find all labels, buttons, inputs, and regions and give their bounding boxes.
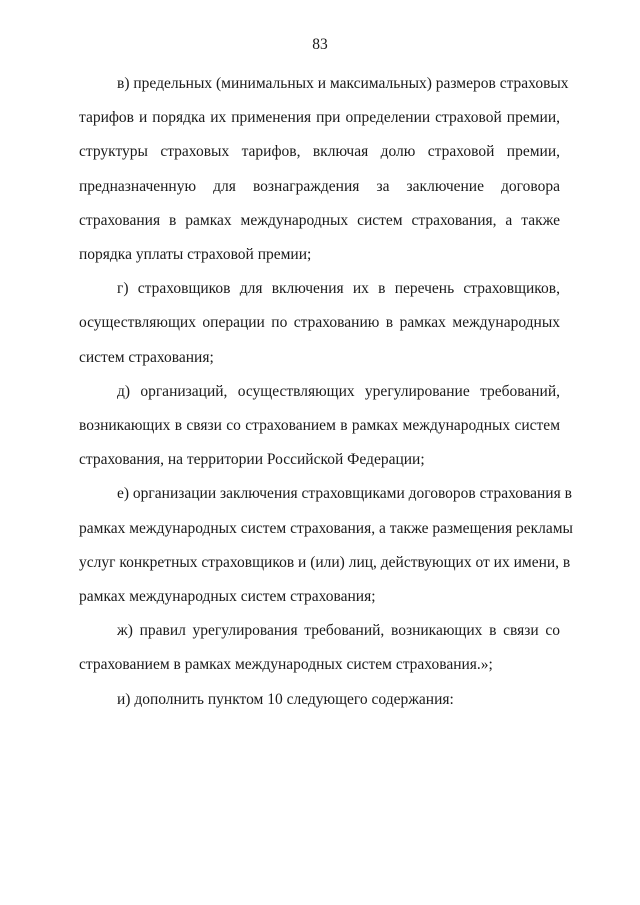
text-line: предназначенную для вознаграждения за заключение договора xyxy=(79,177,560,195)
text-line: тарифов и порядка их применения при определении страховой премии, xyxy=(79,109,560,127)
text-line: рамках международных систем страхования, а также размещения рекламы xyxy=(79,519,573,537)
text-line: в) предельных (минимальных и максимальных) размеров страховых xyxy=(117,75,569,92)
text-line: страхованием в рамках международных систем страхования.»; xyxy=(79,656,493,674)
paragraph-v xyxy=(79,67,569,272)
text-line: систем страхования; xyxy=(79,348,214,366)
text-line: структуры страховых тарифов, включая долю страховой премии, xyxy=(79,143,560,161)
paragraph-e xyxy=(79,477,573,614)
text-line: услуг конкретных страховщиков и (или) лиц, действующих от их имени, в xyxy=(79,553,571,571)
text-line: и) дополнить пунктом 10 следующего содержания: xyxy=(117,690,454,708)
text-line: д) организаций, осуществляющих урегулирование требований, xyxy=(117,382,560,400)
text-line: порядка уплаты страховой премии; xyxy=(79,246,312,264)
text-line: возникающих в связи со страхованием в рамках международных систем xyxy=(79,417,560,435)
paragraph-g xyxy=(79,272,560,375)
text-line: е) организации заключения страховщиками договоров страхования в xyxy=(117,485,572,503)
text-line: г) страховщиков для включения их в перечень страховщиков, xyxy=(117,280,560,298)
text-line: рамках международных систем страхования; xyxy=(79,588,376,606)
paragraph-zh xyxy=(79,614,560,682)
document-body xyxy=(79,67,573,717)
text-line: страхования в рамках международных систем страхования, а также xyxy=(79,211,560,229)
paragraph-i xyxy=(79,683,560,717)
text-line: осуществляющих операции по страхованию в рамках международных xyxy=(79,314,560,332)
text-line: страхования, на территории Российской Федерации; xyxy=(79,451,425,469)
text-line: ж) правил урегулирования требований, возникающих в связи со xyxy=(117,622,560,640)
page-number: 83 xyxy=(312,36,328,53)
paragraph-d xyxy=(79,375,560,478)
